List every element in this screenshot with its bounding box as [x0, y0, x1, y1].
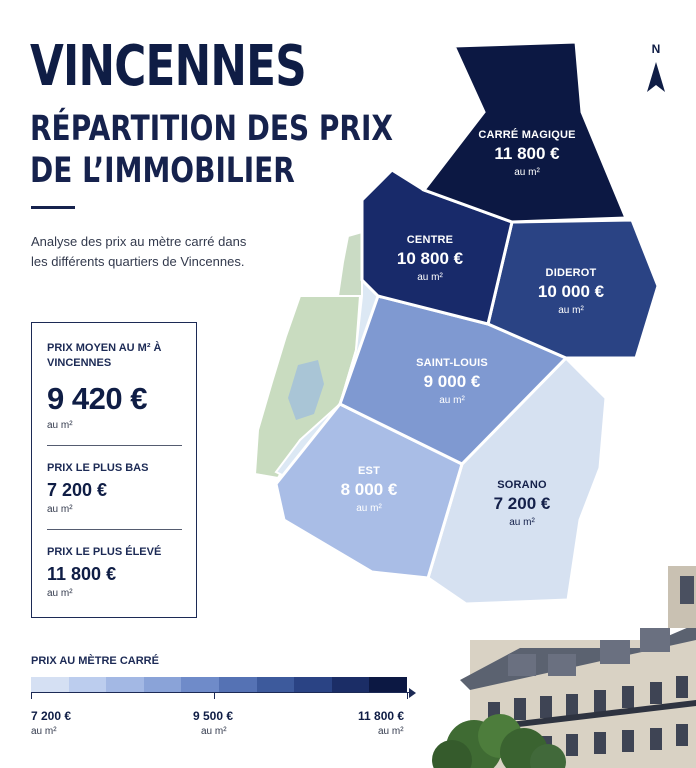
district-name-label: CENTRE	[406, 234, 454, 246]
district-price-label: 7 200 €	[493, 494, 551, 513]
district-unit-label: au m²	[558, 305, 584, 316]
legend-arrow-icon	[409, 688, 416, 698]
legend-swatch	[31, 677, 69, 692]
legend-tick	[31, 692, 32, 699]
district-unit-label: au m²	[417, 272, 443, 283]
legend-tick-label-mid: 9 500 €	[193, 709, 234, 723]
district-price-label: 11 800 €	[494, 144, 560, 163]
stats-divider	[47, 529, 182, 530]
district-price-label: 10 000 €	[537, 282, 605, 301]
avg-price-label: PRIX MOYEN AU M² À VINCENNES	[47, 342, 162, 369]
district-name-label: DIDEROT	[545, 267, 597, 279]
legend-tick	[407, 692, 408, 699]
high-price-label: PRIX LE PLUS ÉLEVÉ	[47, 546, 162, 558]
district-unit-label: au m²	[356, 503, 382, 514]
description-text: Analyse des prix au mètre carré dans les différents quartiers de Vincennes.	[31, 234, 247, 269]
title-divider	[31, 206, 75, 209]
legend-swatch	[369, 677, 407, 692]
district-name-label: EST	[358, 465, 380, 477]
legend-swatch	[294, 677, 332, 692]
page-title: VINCENNES	[30, 34, 306, 99]
district-unit-label: au m²	[509, 517, 535, 528]
park-strip-upper	[338, 232, 362, 296]
legend-tick-unit-min: au m²	[31, 726, 57, 737]
legend-title: PRIX AU MÈTRE CARRÉ	[31, 655, 159, 667]
legend-swatch	[181, 677, 219, 692]
district-price-label: 9 000 €	[423, 372, 481, 391]
district-unit-label: au m²	[514, 167, 540, 178]
legend-swatch	[144, 677, 182, 692]
legend-swatch	[69, 677, 107, 692]
subtitle-line-2: DE L’IMMOBILIER	[30, 151, 295, 191]
low-price-unit: au m²	[47, 504, 73, 515]
compass-label: N	[651, 42, 661, 56]
district-name-label: SAINT-LOUIS	[416, 357, 488, 369]
legend-tick	[214, 692, 215, 699]
district-price-label: 10 800 €	[396, 249, 464, 268]
legend-tick-unit-max: au m²	[378, 726, 404, 737]
stats-divider	[47, 445, 182, 446]
north-arrow-icon	[647, 62, 665, 92]
legend-tick-label-min: 7 200 €	[31, 709, 72, 723]
district-price-label: 8 000 €	[340, 480, 398, 499]
legend-tick-label-max: 11 800 €	[358, 709, 405, 723]
high-price-unit: au m²	[47, 588, 73, 599]
district-name-label: SORANO	[497, 479, 547, 491]
legend-tick-unit-mid: au m²	[201, 726, 227, 737]
legend-swatch	[106, 677, 144, 692]
subtitle-line-1: RÉPARTITION DES PRIX	[30, 109, 394, 149]
legend-axis	[31, 692, 411, 693]
high-price-value: 11 800 €	[47, 564, 117, 584]
district-name-label: CARRÉ MAGIQUE	[478, 129, 576, 141]
legend-swatch	[219, 677, 257, 692]
low-price-label: PRIX LE PLUS BAS	[47, 462, 149, 474]
legend-color-scale	[31, 677, 407, 692]
avg-price-value: 9 420 €	[47, 381, 147, 416]
page-subtitle	[30, 108, 393, 192]
low-price-value: 7 200 €	[47, 480, 108, 500]
avg-price-unit: au m²	[47, 420, 73, 431]
stats-panel	[31, 322, 197, 618]
district-unit-label: au m²	[439, 395, 465, 406]
legend-swatch	[257, 677, 295, 692]
legend-swatch	[332, 677, 370, 692]
